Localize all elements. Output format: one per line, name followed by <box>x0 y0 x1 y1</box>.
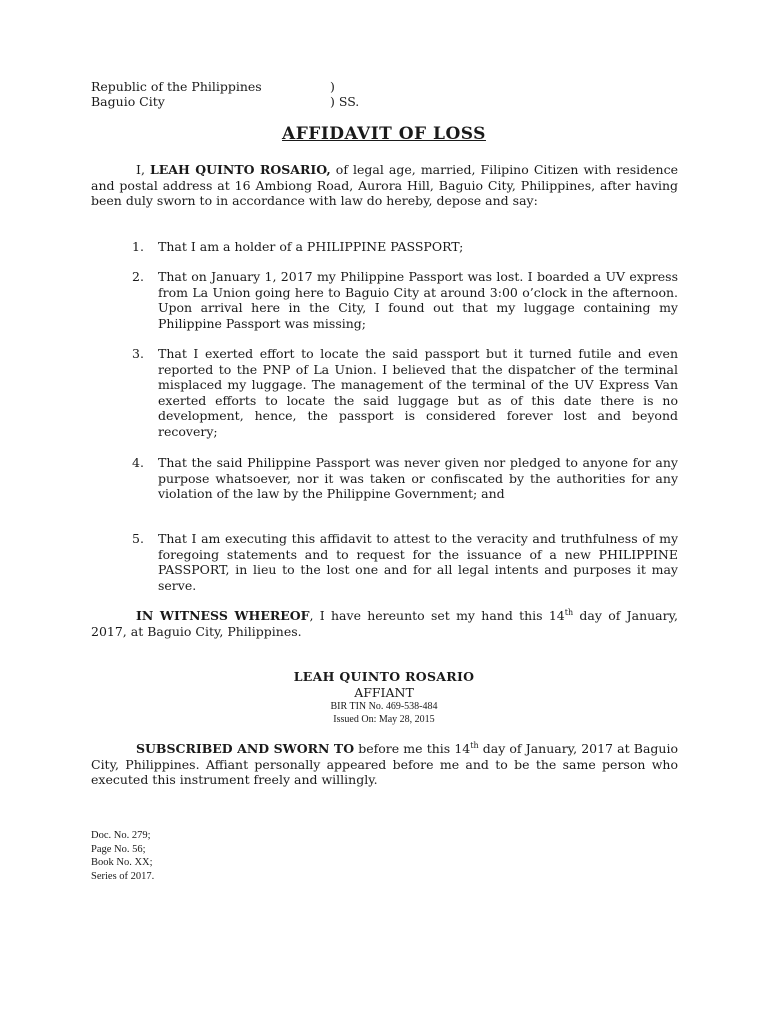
jurat-text-b: day of January, 2017 at Baguio City, Philippines. Affiant personally appeared before me and to be the same person who executed this instrument freely and willingly. <box>91 741 678 787</box>
venue-line-republic <box>91 79 359 94</box>
list-item-number: 3. <box>132 346 144 361</box>
list-item-text: That I am a holder of a PHILIPPINE PASSPORT; <box>158 239 464 254</box>
venue-block <box>91 79 359 109</box>
list-item <box>132 239 678 255</box>
list-item <box>132 346 678 439</box>
intro-text: of legal age, married, Filipino Citizen with residence and postal address at 16 Ambiong Road, Aurora Hill, Baguio City, Philippines, after having been duly sworn to in accordance with law do hereby, depose and say: <box>91 162 678 208</box>
witness-text-b: day of January, 2017, at Baguio City, Philippines. <box>91 608 678 639</box>
signature-role: AFFIANT <box>354 685 414 700</box>
series-year: Series of 2017. <box>91 870 155 882</box>
list-item-number: 5. <box>132 531 144 546</box>
page-number: Page No. 56; <box>91 843 146 855</box>
venue-label: Baguio City <box>91 94 165 109</box>
jurat-heading: SUBSCRIBED AND SWORN TO <box>136 741 355 756</box>
witness-paragraph <box>91 608 678 639</box>
intro-paragraph <box>91 162 678 209</box>
list-item <box>132 455 678 502</box>
venue-mark: ) SS. <box>330 94 360 109</box>
list-item-number: 2. <box>132 269 144 284</box>
signature-tin: BIR TIN No. 469-538-484 <box>330 701 438 712</box>
venue-label: Republic of the Philippines <box>91 79 262 94</box>
intro-prefix: I, <box>136 162 150 177</box>
ordinal-suffix: th <box>564 607 574 617</box>
signature-issued: Issued On: May 28, 2015 <box>333 714 435 725</box>
jurat-paragraph <box>91 741 678 788</box>
book-number: Book No. XX; <box>91 857 153 868</box>
signature-name: LEAH QUINTO ROSARIO <box>293 669 475 684</box>
venue-mark: ) <box>330 79 335 94</box>
witness-text-a: , I have hereunto set my hand this 14 <box>309 608 565 623</box>
list-item <box>132 531 678 593</box>
affiant-name-inline: LEAH QUINTO ROSARIO, <box>149 162 331 177</box>
document-title: AFFIDAVIT OF LOSS <box>282 124 486 144</box>
list-item-text: That I exerted effort to locate the said passport but it turned futile and even reported to the PNP of La Union. I believed that the dispatcher of the terminal misplaced my luggage. The management of the terminal of the UV Express Van exerted efforts to locate the said luggage but as of this date there is no development, hence, the passport is considered forever lost and beyond recovery; <box>158 346 678 439</box>
doc-number: Doc. No. 279; <box>91 830 151 841</box>
list-item-number: 1. <box>132 239 144 254</box>
ordinal-suffix: th <box>470 740 479 750</box>
list-item-number: 4. <box>132 455 144 470</box>
list-item-text: That on January 1, 2017 my Philippine Passport was lost. I boarded a UV express from La Union going here to Baguio City at around 3:00 o’clock in the afternoon. Upon arrival here in the City, I found out that my luggage containing my Philippine Passport was missing; <box>158 269 678 331</box>
venue-line-city <box>91 94 359 109</box>
notarial-register-info <box>91 829 154 883</box>
witness-heading: IN WITNESS WHEREOF <box>136 608 310 623</box>
list-item <box>132 269 678 331</box>
list-item-text: That I am executing this affidavit to attest to the veracity and truthfulness of my foregoing statements and to request for the issuance of a new PHILIPPINE PASSPORT, in lieu to the lost one and for all legal intents and purposes it may serve. <box>158 531 678 593</box>
jurat-text-a: before me this 14 <box>354 741 471 756</box>
list-item-text: That the said Philippine Passport was never given nor pledged to anyone for any purpose whatsoever, nor it was taken or confiscated by the authorities for any violation of the law by the Philippine Government; and <box>158 455 678 501</box>
